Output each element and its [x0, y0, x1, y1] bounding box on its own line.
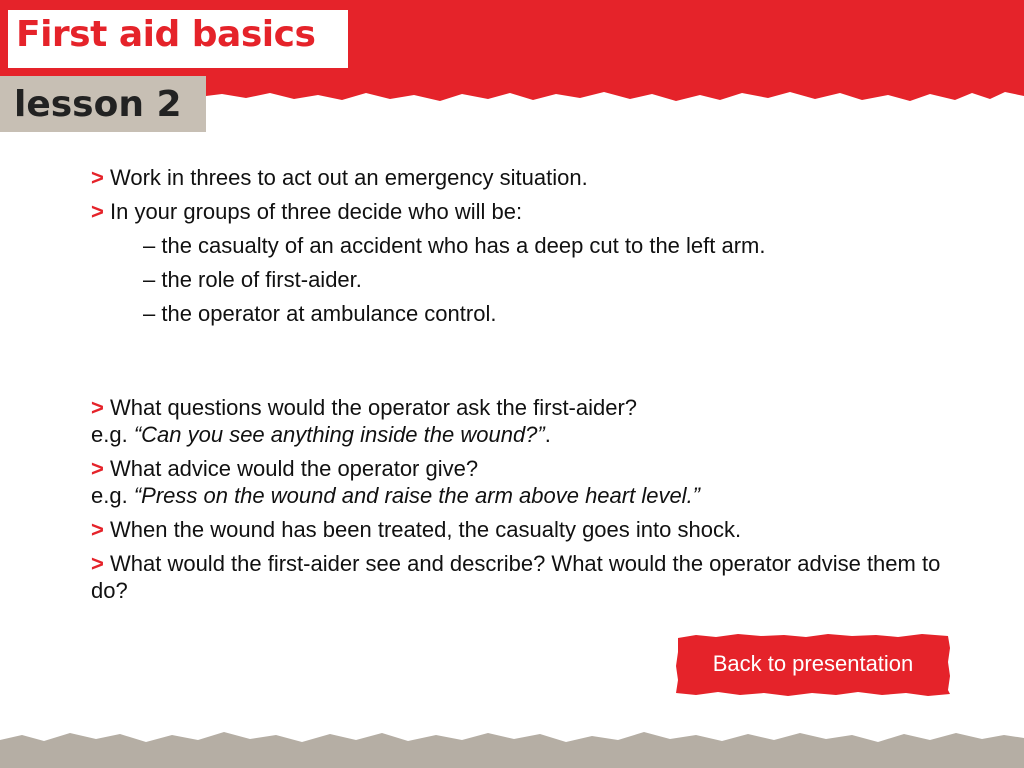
- bullet-text: What questions would the operator ask the first-aider?: [109, 395, 638, 420]
- bullet-marker: >: [91, 456, 104, 481]
- spacer: [91, 334, 971, 394]
- sub-item: – the casualty of an accident who has a deep cut to the left arm.: [143, 233, 766, 258]
- bullet-text: What advice would the operator give?: [109, 456, 479, 481]
- slide-body: [91, 164, 971, 611]
- sub-item: – the operator at ambulance control.: [143, 301, 497, 326]
- bullet-item: [91, 164, 971, 191]
- bullet-text: Work in threes to act out an emergency situation.: [109, 165, 588, 190]
- footer-band: [0, 715, 1024, 768]
- bullet-marker: >: [91, 395, 104, 420]
- bullet-text: In your groups of three decide who will be:: [109, 199, 523, 224]
- bullet-text: When the wound has been treated, the casualty goes into shock.: [109, 517, 742, 542]
- bullet-item: [91, 198, 971, 225]
- bullet-marker: >: [91, 517, 104, 542]
- lesson-label: lesson 2: [14, 84, 182, 125]
- back-to-presentation-button[interactable]: [676, 634, 950, 696]
- example-text: “Press on the wound and raise the arm above heart level.”: [133, 483, 701, 508]
- example-prefix: e.g.: [91, 422, 134, 447]
- example-prefix: e.g.: [91, 483, 134, 508]
- bullet-marker: >: [91, 165, 104, 190]
- example-text: “Can you see anything inside the wound?”: [133, 422, 545, 447]
- bullet-text: What would the first-aider see and describe? What would the operator advise them to do?: [91, 551, 941, 603]
- sub-item: – the role of first-aider.: [143, 267, 362, 292]
- bullet-marker: >: [91, 551, 104, 576]
- bullet-item: [91, 455, 971, 509]
- bullet-item: [91, 394, 971, 448]
- page-title: First aid basics: [16, 14, 316, 55]
- bullet-item: [91, 516, 971, 543]
- bullet-item: [91, 550, 971, 604]
- bullet-marker: >: [91, 199, 104, 224]
- back-button-label: Back to presentation: [712, 651, 914, 676]
- example-end: .: [544, 422, 551, 447]
